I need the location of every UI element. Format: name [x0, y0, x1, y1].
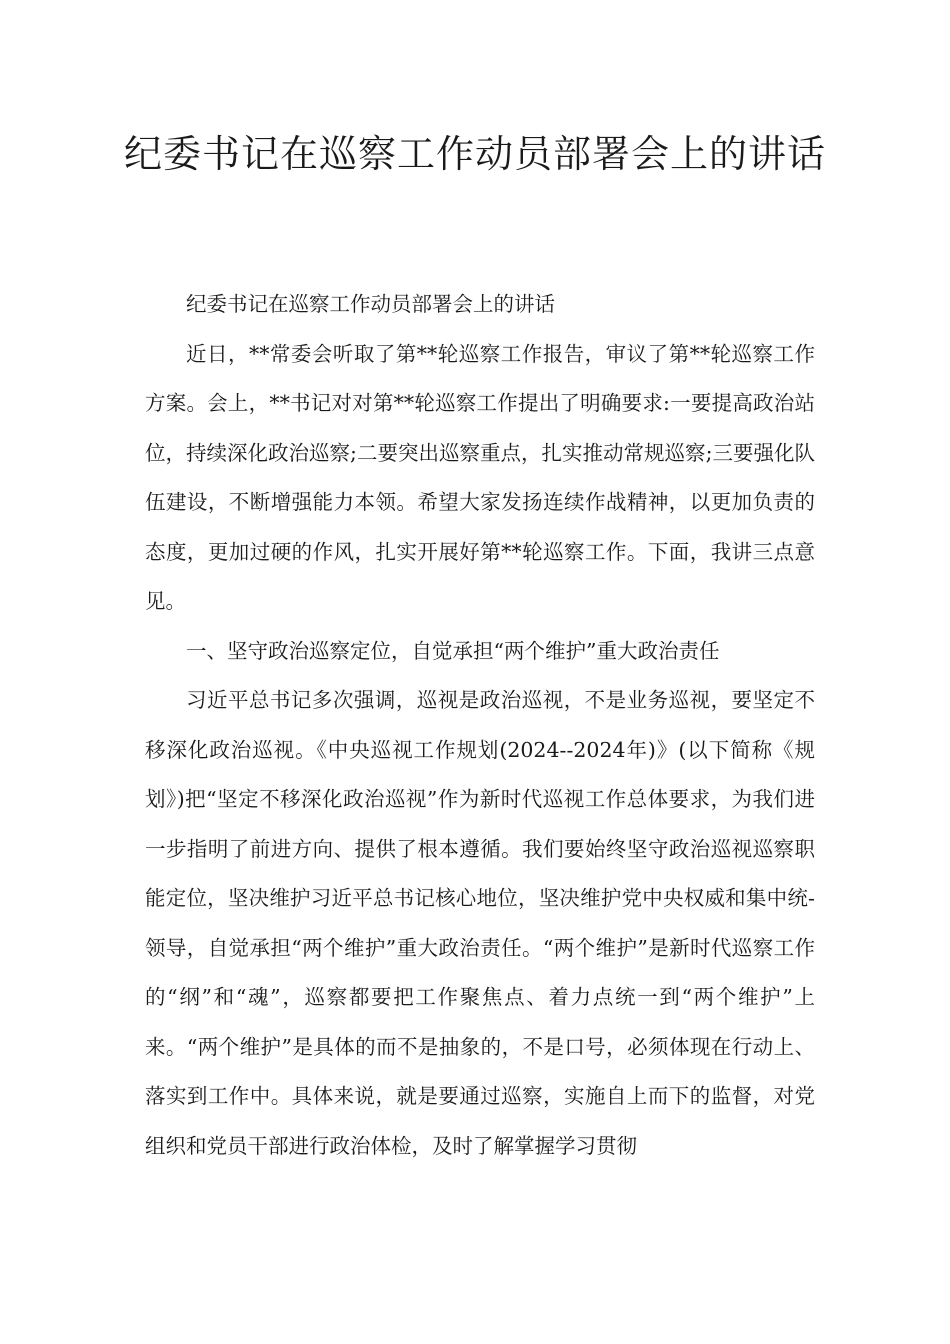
- paragraph-section-1: 习近平总书记多次强调，巡视是政治巡视，不是业务巡视，要坚定不移深化政治巡视。《中央巡视工作规划(2024--2024年)》(以下简称《规划》)把“坚定不移深化政治巡视”作为新时代巡视工作总体要求，为我们进一步指明了前进方向、提供了根本遵循。我们要始终坚守政治巡视巡察职能定位，坚决维护习近平总书记核心地位，坚决维护党中央权威和集中统-领导，自觉承担“两个维护”重大政治责任。“两个维护”是新时代巡察工作的“纲”和“魂”，巡察都要把工作聚焦点、着力点统一到“两个维护”上来。“两个维护”是具体的而不是抽象的，不是口号，必须体现在行动上、落实到工作中。具体来说，就是要通过巡察，实施自上而下的监督，对党组织和党员干部进行政治体检，及时了解掌握学习贯彻: [145, 688, 815, 1158]
- document-body: [145, 280, 815, 1171]
- document-title: 纪委书记在巡察工作动员部署会上的讲话: [123, 132, 826, 176]
- section-heading-1: 一、坚守政治巡察定位，自觉承担“两个维护”重大政治责任: [186, 638, 720, 663]
- paragraph-subtitle: 纪委书记在巡察工作动员部署会上的讲话: [186, 292, 555, 316]
- paragraph-intro: 近日，**常委会听取了第**轮巡察工作报告，审议了第**轮巡察工作方案。会上，**书记对对第**轮巡察工作提出了明确要求:一要提高政治站位，持续深化政治巡察;二要突出巡察重点，扎实推动常规巡察;三要强化队伍建设，不断增强能力本领。希望大家发扬连续作战精神，以更加负责的态度，更加过硬的作风，扎实开展好第**轮巡察工作。下面，我讲三点意见。: [145, 341, 815, 613]
